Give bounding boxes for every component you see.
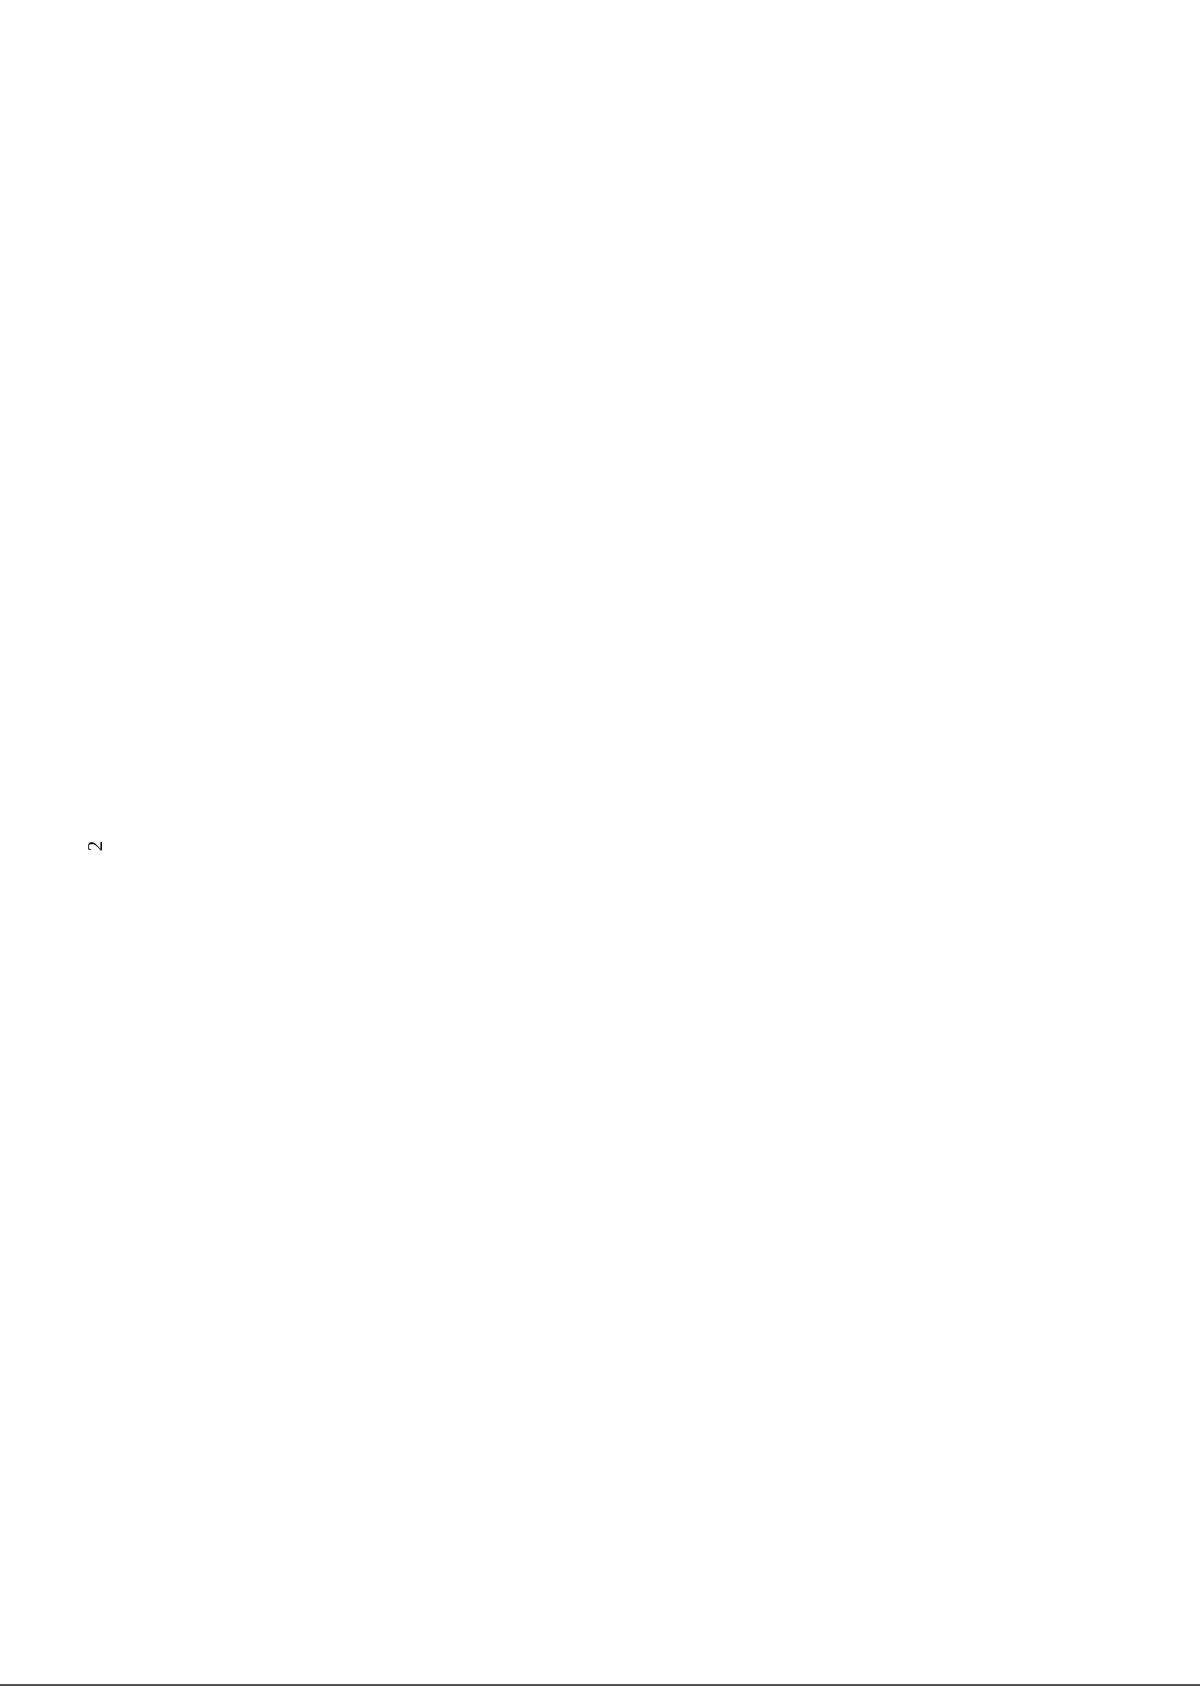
page-number: 2 [83,840,107,852]
scan-edge-line [0,1684,1200,1686]
